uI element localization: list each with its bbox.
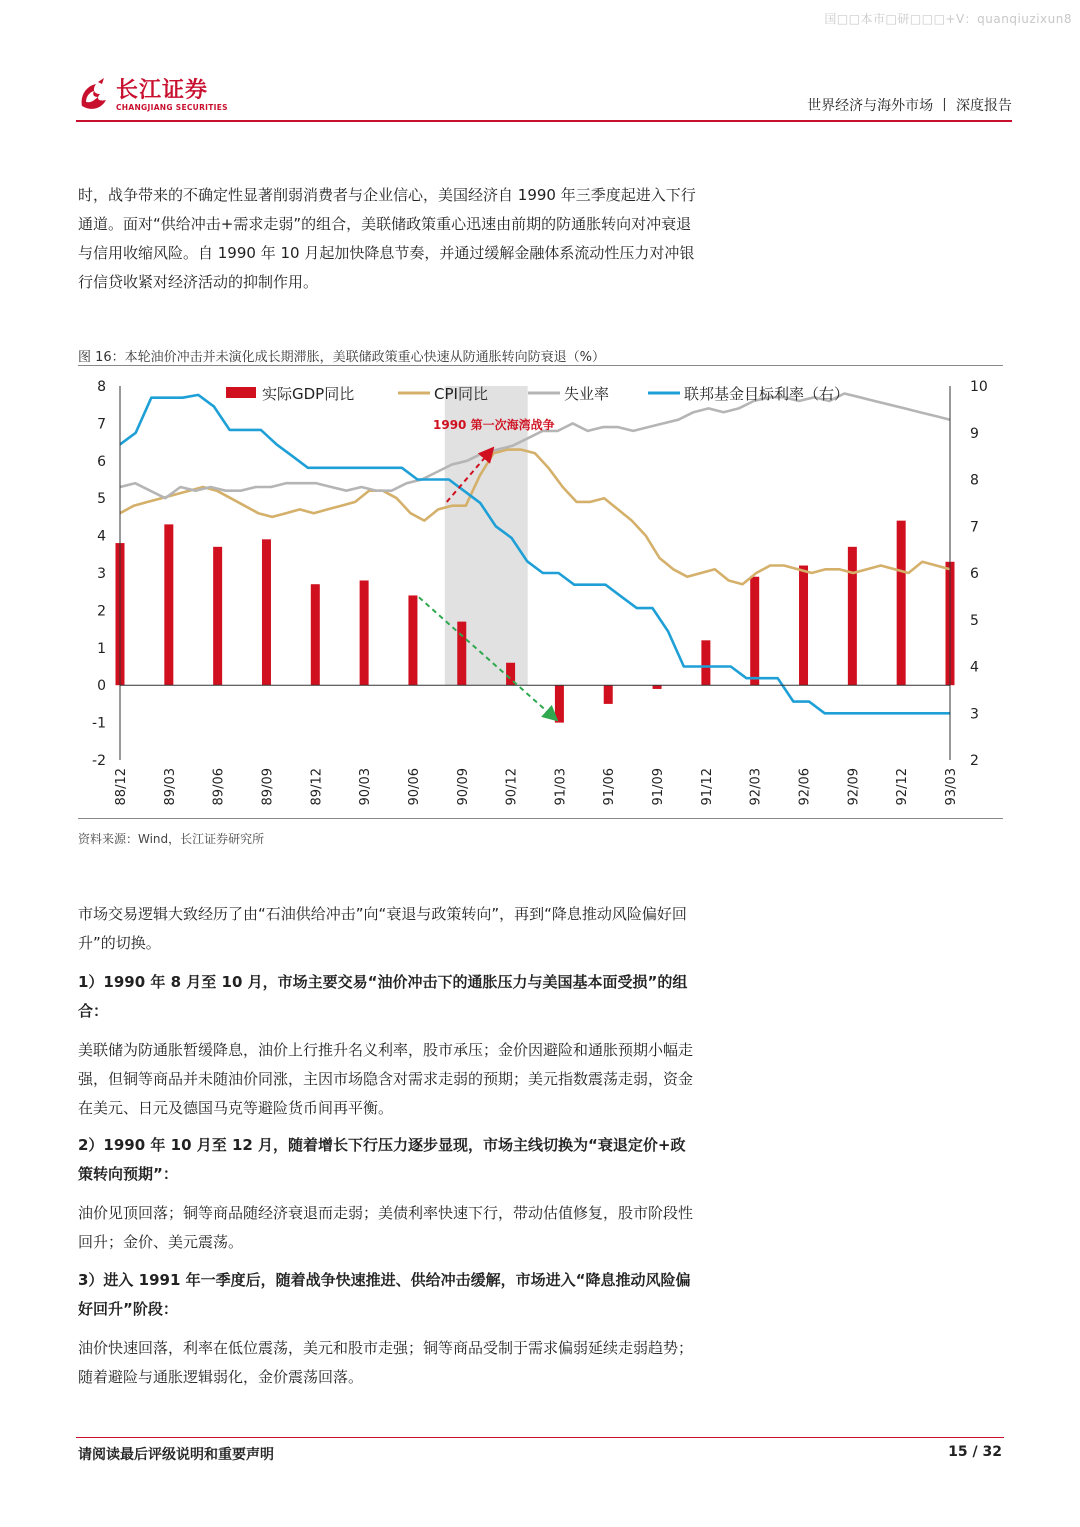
right-tick-label: 9	[970, 425, 979, 442]
x-tick-label: 91/09	[651, 768, 667, 806]
footer-divider	[76, 1437, 1004, 1438]
gdp-bar	[213, 547, 222, 685]
stage2-body: 油价见顶回落；铜等商品随经济衰退而走弱；美债利率快速下行，带动估值修复，股市阶段性回升；金价、美元震荡。	[78, 1204, 694, 1251]
x-tick-label: 89/12	[309, 768, 325, 806]
x-tick-label: 92/06	[797, 768, 813, 806]
right-tick-label: 6	[970, 566, 979, 582]
stage3-body: 油价快速回落，利率在低位震荡，美元和股市走强；铜等商品受制于需求偏弱延续走弱趋势；随着避险与通胀逻辑弱化，金价震荡回落。	[78, 1339, 694, 1386]
page-number: 15 / 32	[948, 1444, 1002, 1460]
x-tick-label: 89/06	[211, 768, 227, 806]
gdp-bar	[555, 685, 564, 722]
stage3-heading: 3）进入 1991 年一季度后，随着战争快速推进、供给冲击缓解，市场进入“降息推动风险偏好回升”阶段：	[78, 1271, 691, 1318]
gdp-bar	[799, 566, 808, 686]
legend-label: 联邦基金目标利率（右）	[684, 385, 850, 403]
figure-bottom-rule	[78, 818, 1003, 819]
stage2-heading: 2）1990 年 10 月至 12 月，随着增长下行压力逐步显现，市场主线切换为“衰退定价+政策转向预期”：	[78, 1136, 686, 1183]
watermark: 国□□本市□研□□□+V：quanqiuzixun8	[824, 12, 1072, 26]
intro-paragraph: 时，战争带来的不确定性显著削弱消费者与企业信心，美国经济自 1990 年三季度起进入下行通道。面对“供给冲击+需求走弱”的组合，美联储政策重心迅速由前期的防通胀转向对冲衰退与信用收缩风险。自 1990 年 10 月起加快降息节奏，并通过缓解金融体系流动性压力对冲银行信贷收紧对经济活动的抑制作用。	[78, 186, 696, 291]
right-tick-label: 8	[970, 472, 979, 489]
left-tick-label: -1	[92, 715, 106, 732]
x-tick-label: 92/12	[895, 768, 911, 806]
chart	[78, 366, 1003, 818]
header-divider	[76, 120, 1012, 122]
x-tick-label: 92/09	[846, 768, 862, 806]
x-tick-label: 92/03	[748, 768, 764, 806]
right-tick-label: 5	[970, 612, 979, 629]
x-tick-label: 90/12	[504, 768, 520, 806]
x-tick-label: 89/09	[260, 768, 276, 806]
right-tick-label: 2	[970, 753, 979, 769]
left-tick-label: 3	[97, 566, 106, 582]
gdp-bar	[164, 524, 173, 685]
logo-en: CHANGJIANG SECURITIES	[116, 103, 228, 112]
transition-paragraph: 市场交易逻辑大致经历了由“石油供给冲击”向“衰退与政策转向”，再到“降息推动风险偏好回升”的切换。	[78, 905, 687, 952]
gdp-bar	[457, 622, 466, 686]
x-tick-label: 91/06	[602, 768, 618, 806]
gdp-bar	[360, 580, 369, 685]
footer-disclaimer: 请阅读最后评级说明和重要声明	[78, 1447, 274, 1463]
right-tick-label: 4	[970, 659, 979, 676]
left-tick-label: 4	[97, 528, 106, 545]
phoenix-logo-icon	[76, 76, 112, 116]
gdp-bar	[897, 521, 906, 686]
x-tick-label: 91/12	[699, 768, 715, 806]
left-tick-label: 0	[97, 678, 106, 695]
x-tick-label: 91/03	[553, 768, 569, 806]
gdp-bar	[311, 584, 320, 685]
legend-label: CPI同比	[434, 385, 488, 403]
cpi-line	[120, 450, 950, 585]
fed-funds-line	[120, 395, 950, 713]
x-tick-label: 90/09	[455, 768, 471, 806]
unemployment-line	[120, 394, 950, 499]
x-tick-label: 88/12	[114, 768, 129, 806]
right-tick-label: 7	[970, 519, 979, 536]
legend-label: 失业率	[564, 385, 610, 403]
left-tick-label: -2	[92, 753, 106, 769]
left-tick-label: 7	[97, 416, 106, 433]
gdp-bar	[750, 577, 759, 685]
report-section: 世界经济与海外市场 丨 深度报告	[807, 98, 1012, 114]
gdp-bar	[701, 640, 710, 685]
legend-label: 实际GDP同比	[262, 385, 355, 403]
gdp-bar	[408, 595, 417, 685]
gdp-bar	[848, 547, 857, 685]
gdp-bar	[604, 685, 613, 704]
figure-source: 资料来源：Wind，长江证券研究所	[78, 832, 265, 846]
left-tick-label: 5	[97, 491, 106, 508]
stage1-heading: 1）1990 年 8 月至 10 月，市场主要交易“油价冲击下的通胀压力与美国基本面受损”的组合：	[78, 973, 688, 1020]
annotation-label: 1990 第一次海湾战争	[433, 418, 555, 432]
left-tick-label: 8	[97, 379, 106, 395]
left-tick-label: 6	[97, 453, 106, 470]
x-tick-label: 89/03	[162, 768, 178, 806]
legend-swatch	[226, 387, 256, 398]
gdp-bar	[262, 539, 271, 685]
right-tick-label: 10	[970, 379, 988, 395]
gdp-bar	[653, 685, 662, 689]
left-tick-label: 1	[97, 640, 106, 657]
figure-title: 图 16：本轮油价冲击并未演化成长期滞胀，美联储政策重心快速从防通胀转向防衰退（%）	[78, 350, 606, 365]
stage1-body: 美联储为防通胀暂缓降息，油价上行推升名义利率，股市承压；金价因避险和通胀预期小幅走强，但铜等商品并未随油价同涨，主因市场隐含对需求走弱的预期；美元指数震荡走弱，资金在美元、日元及德国马克等避险货币间再平衡。	[78, 1041, 694, 1117]
company-logo	[76, 76, 236, 116]
left-tick-label: 2	[97, 603, 106, 620]
logo-cn: 长江证券	[116, 78, 209, 103]
x-tick-label: 93/03	[944, 768, 959, 806]
right-tick-label: 3	[970, 706, 979, 723]
x-tick-label: 90/03	[358, 768, 374, 806]
x-tick-label: 90/06	[406, 768, 422, 806]
